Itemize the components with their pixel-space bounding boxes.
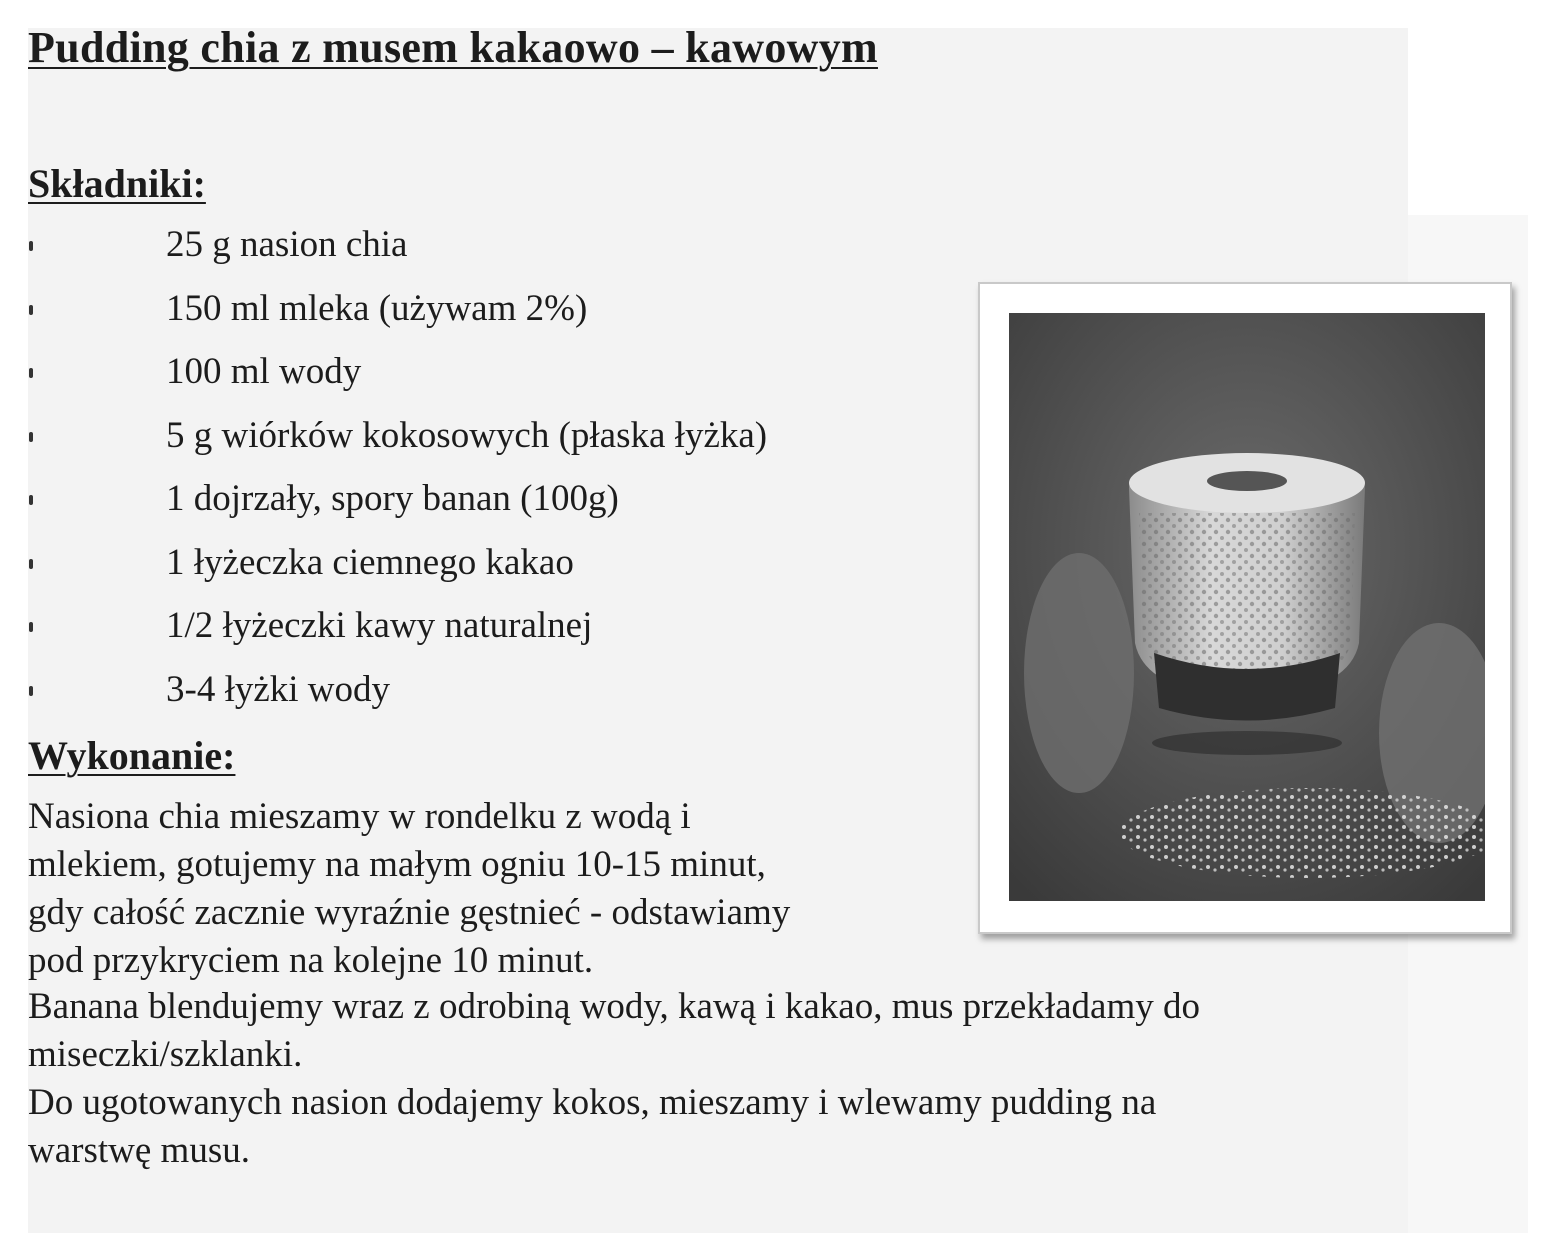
ingredient-text: 1/2 łyżeczki kawy naturalnej [166,605,593,646]
leaves-left [1024,553,1134,793]
chia-pudding-glass-photo [1009,313,1485,901]
bullet-icon [29,686,33,696]
recipe-title: Pudding chia z musem kakaowo – kawowym [28,23,878,72]
bullet-icon [29,432,33,442]
method-text-line: mlekiem, gotujemy na małym ogniu 10-15 minut, [28,844,766,885]
ingredients-heading: Składniki: [28,161,206,206]
ingredient-text: 3-4 łyżki wody [166,668,391,710]
ingredient-text: 100 ml wody [166,351,362,392]
glass-shadow [1152,731,1342,755]
method-text-line: pod przykryciem na kolejne 10 minut. [28,940,594,981]
method-text-line: Do ugotowanych nasion dodajemy kokos, mieszamy i wlewamy pudding na [28,1082,1157,1123]
ingredient-text: 1 łyżeczka ciemnego kakao [166,541,574,583]
cocoa-sprinkle [1207,471,1287,491]
method-text-line: gdy całość zacznie wyraźnie gęstnieć - odstawiamy [28,892,791,933]
photo-illustration [1009,313,1485,901]
ingredient-text: 25 g nasion chia [166,224,408,265]
method-text-line: Banana blendujemy wraz z odrobiną wody, kawą i kakao, mus przekładamy do [28,986,1200,1027]
coconut-crumbs [1119,788,1485,878]
method-heading: Wykonanie: [28,733,236,778]
bullet-icon [29,559,33,569]
bullet-icon [29,368,33,378]
bullet-icon [29,241,33,251]
photo-frame [978,282,1512,934]
method-text-line: miseczki/szklanki. [28,1034,303,1075]
ingredient-text: 150 ml mleka (używam 2%) [166,287,588,329]
ingredient-text: 5 g wiórków kokosowych (płaska łyżka) [166,414,768,456]
bullet-icon [29,622,33,632]
ingredient-text: 1 dojrzały, spory banan (100g) [166,478,619,519]
bullet-icon [29,305,33,315]
method-text-line: Nasiona chia mieszamy w rondelku z wodą i [28,796,691,837]
method-text-line: warstwę musu. [28,1130,250,1171]
bullet-icon [29,495,33,505]
